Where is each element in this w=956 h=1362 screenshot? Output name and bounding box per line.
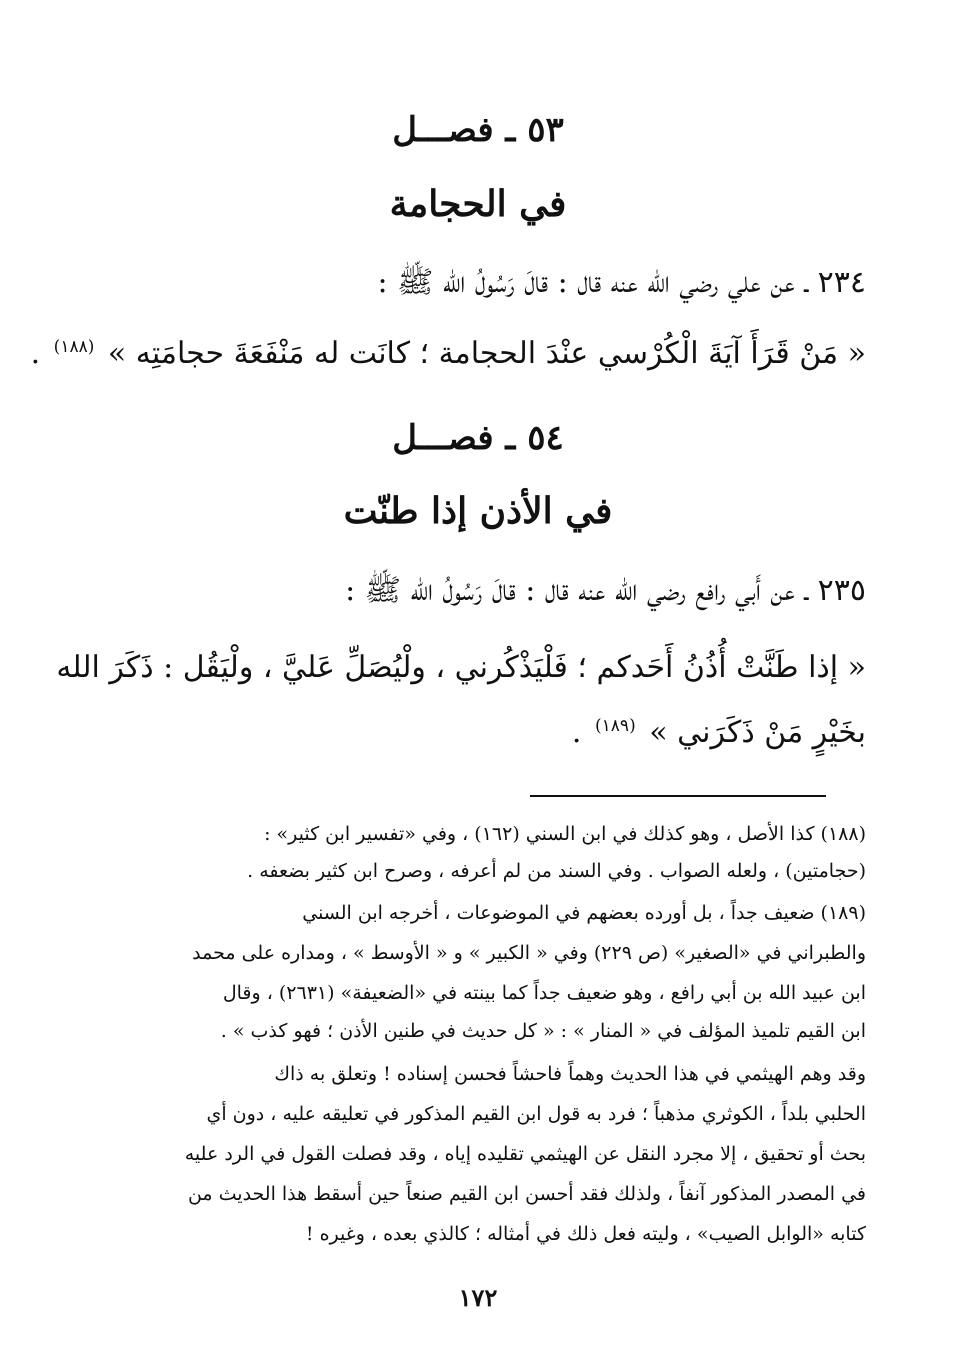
hadith-234-end: . (30, 336, 41, 371)
hadith-235-intro: ٢٣٥ ـ عن أَبي رافع رضي الله عنه قال : قالَ رَسُولُ الله ﷺ : (345, 573, 866, 608)
footnote-line: (حجامتين) ، ولعله الصواب . وفي السند من لم أعرفه ، وصرح ابن كثير بضعفه . (247, 860, 866, 882)
section-53-title: في الحجامة (389, 183, 567, 225)
footnote-line: ابن عبيد الله بن أبي رافع ، وهو ضعيف جداً كما بينته في «الضعيفة» (٢٦٣١) ، وقال (222, 982, 866, 1004)
footnote-ref-188: (١٨٨) (53, 337, 95, 357)
footnote-line: كتابه «الوابل الصيب» ، وليته فعل ذلك في أمثاله ؛ كالذي بعده ، وغيره ! (305, 1223, 866, 1245)
footnote-line: الحلبي بلداً ، الكوثري مذهباً ؛ فرد به قول ابن القيم المذكور في تعليقه عليه ، دون أي (206, 1103, 866, 1125)
footnote-line: في المصدر المذكور آنفاً ، ولذلك فقد أحسن ابن القيم صنعاً حين أسقط هذا الحديث من (187, 1183, 866, 1205)
hadith-234-text (30, 336, 866, 372)
footnote-line: (١٨٨) كذا الأصل ، وهو كذلك في ابن السني (١٦٢) ، وفي «تفسير ابن كثير» : (264, 823, 866, 845)
page-number: ١٧٢ (458, 1283, 498, 1312)
footnote-line: ابن القيم تلميذ المؤلف في « المنار » : « كل حديث في طنين الأذن ؛ فهو كذب » . (220, 1020, 866, 1042)
section-54-number: ٥٤ ـ فصـــل (392, 418, 564, 458)
hadith-235-text-line-2 (76, 715, 866, 751)
footnote-separator (530, 795, 826, 797)
footnote-line: والطبراني في «الصغير» (ص ٢٢٩) وفي « الكبير » و « الأوسط » ، ومداره على محمد (192, 942, 866, 964)
hadith-234-intro: ٢٣٤ ـ عن علي رضي الله عنه قال : قالَ رَسُولُ الله ﷺ : (377, 265, 866, 300)
hadith-235-text-line-1: « إذا طَنَّتْ أُذُنُ أَحَدكم ؛ فَلْيَذْكُرني ، ولْيُصَلِّ عَليَّ ، ولْيَقُل : ذَكَرَ الله (56, 650, 866, 685)
footnote-line: (١٨٩) ضعيف جداً ، بل أورده بعضهم في الموضوعات ، أخرجه ابن السني (302, 902, 866, 924)
footnote-line: وقد وهم الهيثمي في هذا الحديث وهماً فاحشاً فحسن إسناده ! وتعلق به ذاك (274, 1063, 866, 1085)
section-53-number: ٥٣ ـ فصـــل (392, 110, 564, 150)
section-54-title: في الأذن إذا طنّت (343, 490, 613, 532)
hadith-234-quote: « مَنْ قَرَأَ آيَةَ الْكُرْسي عنْدَ الحجامة ؛ كانَت له مَنْفَعَةَ حجامَتِه » (107, 336, 866, 371)
footnote-line: بحث أو تحقيق ، إلا مجرد النقل عن الهيثمي تقليده إياه ، وقد فصلت القول في الرد عليه (184, 1143, 866, 1165)
footnote-ref-189: (١٨٩) (595, 716, 636, 736)
hadith-235-end: . (571, 715, 582, 750)
hadith-235-quote-end: بخَيْرٍ مَنْ ذَكَرَني » (649, 715, 866, 750)
